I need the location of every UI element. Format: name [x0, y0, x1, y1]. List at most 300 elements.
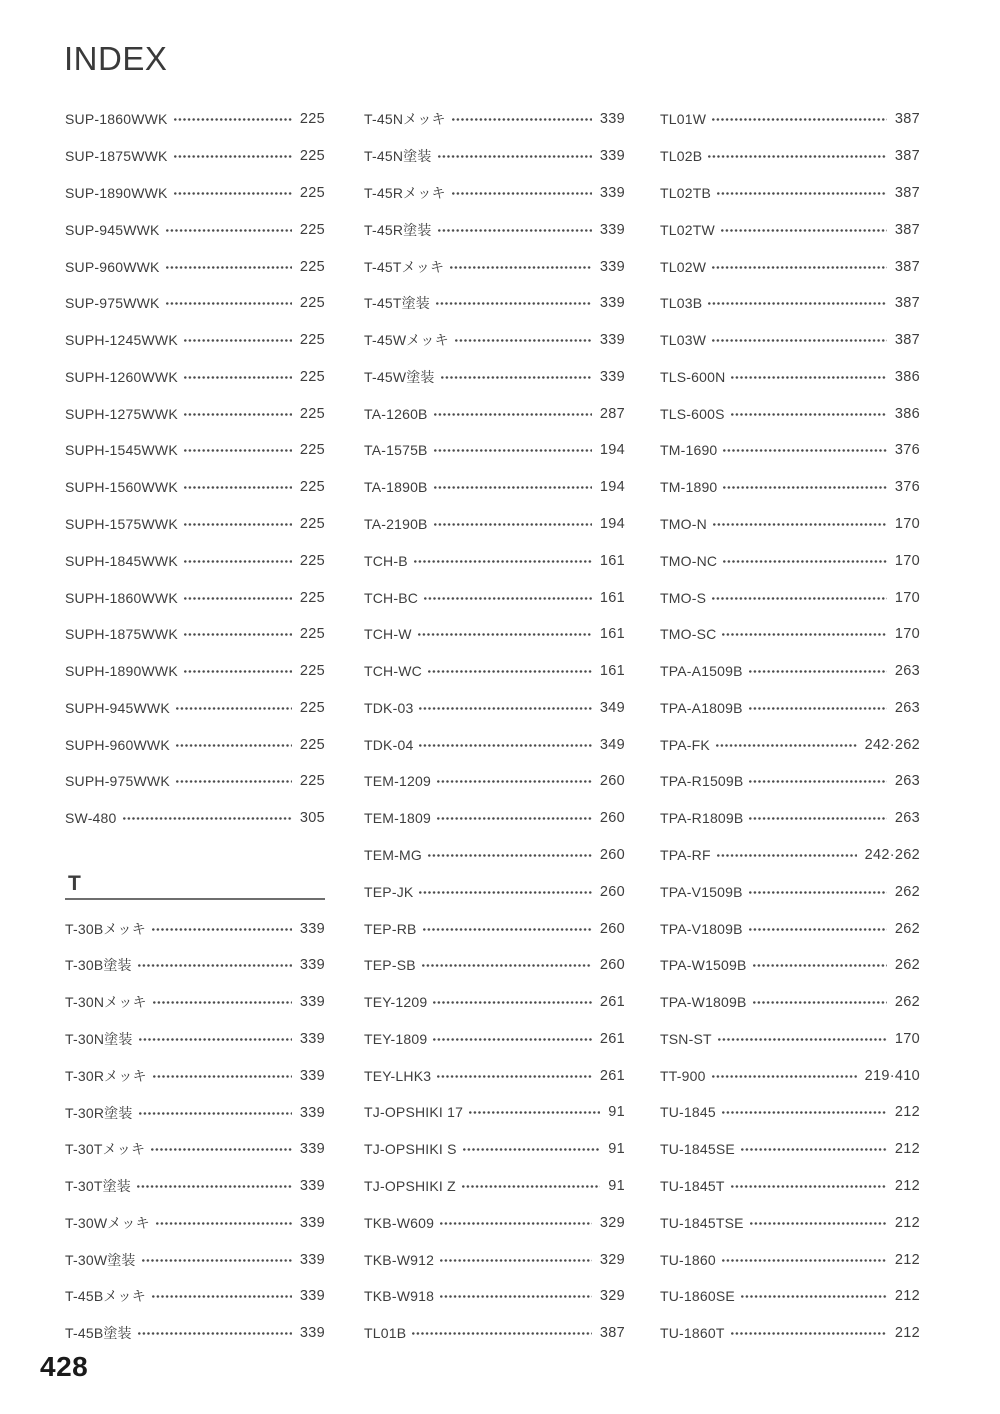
entry-page-number: 339 [299, 1067, 325, 1084]
entry-page-number: 339 [299, 1325, 325, 1342]
entry-page-number: 225 [299, 111, 325, 128]
entry-label: TEY-1809 [364, 1030, 428, 1047]
dotted-leader [123, 812, 292, 825]
entry-label: TKB-W609 [364, 1214, 435, 1231]
entry-page-number: 242·262 [864, 736, 920, 753]
entry-label: TMO-N [660, 515, 707, 532]
dotted-leader [753, 959, 887, 972]
dotted-leader [712, 113, 887, 126]
index-entry [364, 984, 625, 1021]
entry-label: TJ-OPSHIKI S [364, 1141, 457, 1158]
index-entry [65, 1204, 325, 1241]
index-entry [364, 726, 625, 763]
dotted-leader [717, 187, 887, 200]
entry-page-number: 387 [894, 332, 920, 349]
entry-label: SUPH-1875WWK [65, 626, 178, 643]
entry-label: TPA-V1809B [660, 920, 743, 937]
entry-page-number: 386 [894, 368, 920, 385]
entry-page-number: 260 [599, 810, 625, 827]
entry-label: TPA-W1809B [660, 994, 747, 1011]
index-entry [65, 138, 325, 175]
entry-label: TKB-W912 [364, 1251, 435, 1268]
entry-label: SUPH-975WWK [65, 773, 170, 790]
entry-label: TPA-W1509B [660, 957, 747, 974]
entry-label: SUPH-1860WWK [65, 589, 178, 606]
entry-page-number: 387 [894, 111, 920, 128]
entry-page-number: 225 [299, 258, 325, 275]
entry-page-number: 225 [299, 663, 325, 680]
dotted-leader [433, 1033, 592, 1046]
entry-page-number: 161 [599, 626, 625, 643]
entry-page-number: 262 [894, 883, 920, 900]
index-entry [364, 285, 625, 322]
dotted-leader [437, 1070, 592, 1083]
index-entry [65, 726, 325, 763]
dotted-leader [166, 224, 292, 237]
index-entry [364, 101, 625, 138]
entry-page-number: 339 [299, 920, 325, 937]
entry-label: TCH-W [364, 626, 412, 643]
index-entry [65, 285, 325, 322]
entry-page-number: 339 [299, 1214, 325, 1231]
dotted-leader [438, 224, 592, 237]
dotted-leader [176, 739, 292, 752]
dotted-leader [176, 775, 292, 788]
entry-page-number: 260 [599, 883, 625, 900]
dotted-leader [452, 187, 592, 200]
entry-label: T-30W塗装 [65, 1251, 136, 1268]
entry-page-number: 349 [599, 699, 625, 716]
entry-page-number: 225 [299, 626, 325, 643]
index-entry [65, 1168, 325, 1205]
index-entry [65, 101, 325, 138]
dotted-leader [152, 923, 292, 936]
entry-label: TLS-600N [660, 368, 726, 385]
entry-page-number: 225 [299, 221, 325, 238]
entry-page-number: 305 [299, 810, 325, 827]
index-entry [364, 873, 625, 910]
index-entry [65, 322, 325, 359]
index-entry [660, 726, 920, 763]
dotted-leader [174, 187, 292, 200]
entry-label: T-30R塗装 [65, 1104, 133, 1121]
entry-page-number: 262 [894, 920, 920, 937]
dotted-leader [419, 702, 591, 715]
dotted-leader [414, 555, 592, 568]
dotted-leader [731, 1180, 887, 1193]
index-entry [660, 1057, 920, 1094]
dotted-leader [434, 481, 592, 494]
index-entry [65, 616, 325, 653]
entry-page-number: 376 [894, 479, 920, 496]
entry-page-number: 260 [599, 957, 625, 974]
entry-page-number: 387 [599, 1325, 625, 1342]
entry-label: T-45Rメッキ [364, 184, 446, 201]
index-entry [65, 1131, 325, 1168]
index-entry [65, 984, 325, 1021]
entry-label: TMO-S [660, 589, 707, 606]
index-entry [660, 469, 920, 506]
entry-label: T-30Bメッキ [65, 920, 146, 937]
dotted-leader [151, 1143, 292, 1156]
index-entry [364, 690, 625, 727]
entry-label: SUPH-1890WWK [65, 663, 178, 680]
entry-page-number: 387 [894, 184, 920, 201]
dotted-leader [434, 408, 592, 421]
entry-label: SUP-945WWK [65, 221, 160, 238]
entry-label: TPA-V1509B [660, 883, 743, 900]
entry-label: SUPH-945WWK [65, 699, 170, 716]
dotted-leader [423, 923, 592, 936]
index-entry [364, 1094, 625, 1131]
dotted-leader [749, 886, 887, 899]
index-entry [65, 1057, 325, 1094]
dotted-leader [462, 1180, 600, 1193]
dotted-leader [749, 812, 886, 825]
entry-page-number: 212 [894, 1178, 920, 1195]
dotted-leader [749, 923, 887, 936]
index-entry [65, 1278, 325, 1315]
dotted-leader [753, 996, 887, 1009]
entry-label: TL01W [660, 111, 707, 128]
entry-label: TU-1860 [660, 1251, 716, 1268]
dotted-leader [153, 1070, 292, 1083]
entry-label: TPA-R1809B [660, 810, 744, 827]
entry-page-number: 225 [299, 736, 325, 753]
index-entry [65, 1315, 325, 1352]
index-column-2 [364, 101, 625, 1352]
index-entry [364, 322, 625, 359]
index-entry [660, 653, 920, 690]
dotted-leader [718, 1033, 887, 1046]
dotted-leader [723, 481, 886, 494]
index-entry [660, 285, 920, 322]
entry-label: SUPH-1545WWK [65, 442, 178, 459]
entry-label: TCH-BC [364, 589, 419, 606]
entry-page-number: 225 [299, 589, 325, 606]
entry-page-number: 225 [299, 405, 325, 422]
entry-page-number: 170 [894, 626, 920, 643]
index-entry [364, 469, 625, 506]
index-entry [65, 432, 325, 469]
entry-page-number: 387 [894, 221, 920, 238]
index-entry [660, 1204, 920, 1241]
index-entry [364, 1168, 625, 1205]
index-entry [660, 358, 920, 395]
entry-page-number: 225 [299, 773, 325, 790]
entry-page-number: 339 [599, 111, 625, 128]
entry-label: TEM-1809 [364, 810, 431, 827]
dotted-leader [142, 1254, 292, 1267]
dotted-leader [731, 371, 886, 384]
index-entry [65, 469, 325, 506]
entry-page-number: 212 [894, 1104, 920, 1121]
entry-page-number: 329 [599, 1251, 625, 1268]
index-entry [65, 175, 325, 212]
section-underline [65, 898, 325, 900]
dotted-leader [731, 1327, 887, 1340]
dotted-leader [419, 886, 591, 899]
entry-label: TSN-ST [660, 1030, 712, 1047]
section-header [65, 837, 325, 911]
entry-page-number: 161 [599, 589, 625, 606]
entry-page-number: 263 [894, 663, 920, 680]
entry-label: SUPH-1275WWK [65, 405, 178, 422]
entry-label: T-30B塗装 [65, 957, 132, 974]
index-entry [364, 175, 625, 212]
entry-label: TL02W [660, 258, 707, 275]
index-entry [364, 432, 625, 469]
dotted-leader [440, 1217, 592, 1230]
index-entry [364, 1204, 625, 1241]
dotted-leader [428, 665, 592, 678]
entry-page-number: 386 [894, 405, 920, 422]
dotted-leader [184, 371, 292, 384]
entry-page-number: 91 [608, 1141, 625, 1158]
entry-page-number: 263 [894, 773, 920, 790]
index-entry [660, 138, 920, 175]
index-entry [65, 690, 325, 727]
entry-label: TDK-03 [364, 699, 414, 716]
dotted-leader [419, 739, 591, 752]
dotted-leader [741, 1290, 887, 1303]
entry-label: TLS-600S [660, 405, 725, 422]
index-entry [660, 432, 920, 469]
dotted-leader [749, 665, 887, 678]
entry-label: T-45R塗装 [364, 221, 432, 238]
index-entry [364, 579, 625, 616]
entry-page-number: 339 [599, 332, 625, 349]
index-entry [65, 579, 325, 616]
entry-page-number: 225 [299, 442, 325, 459]
entry-label: SUP-1890WWK [65, 184, 168, 201]
index-entry [660, 542, 920, 579]
entry-page-number: 261 [599, 994, 625, 1011]
entry-label: T-30T塗装 [65, 1178, 131, 1195]
entry-label: TEP-JK [364, 883, 414, 900]
entry-page-number: 387 [894, 295, 920, 312]
entry-label: T-30Tメッキ [65, 1141, 146, 1158]
dotted-leader [437, 775, 592, 788]
entry-page-number: 225 [299, 699, 325, 716]
dotted-leader [174, 150, 292, 163]
dotted-leader [166, 297, 292, 310]
dotted-leader [438, 150, 592, 163]
dotted-leader [712, 592, 887, 605]
entry-label: TL01B [364, 1325, 407, 1342]
index-entry [65, 542, 325, 579]
dotted-leader [722, 628, 886, 641]
dotted-leader [184, 628, 292, 641]
dotted-leader [137, 1180, 292, 1193]
index-entry [660, 175, 920, 212]
index-entry [364, 1057, 625, 1094]
entry-label: TMO-NC [660, 552, 718, 569]
entry-label: TEP-SB [364, 957, 416, 974]
entry-page-number: 339 [299, 957, 325, 974]
dotted-leader [174, 113, 292, 126]
dotted-leader [717, 849, 857, 862]
dotted-leader [723, 444, 886, 457]
entry-page-number: 170 [894, 552, 920, 569]
entry-label: SUPH-960WWK [65, 736, 170, 753]
entry-page-number: 225 [299, 479, 325, 496]
index-entry [65, 1021, 325, 1058]
dotted-leader [440, 1254, 592, 1267]
dotted-leader [418, 628, 592, 641]
index-entry [65, 763, 325, 800]
entry-label: T-45N塗装 [364, 148, 432, 165]
entry-label: TM-1690 [660, 442, 718, 459]
dotted-leader [452, 113, 592, 126]
entry-label: T-45Wメッキ [364, 332, 449, 349]
entry-label: T-45W塗装 [364, 368, 435, 385]
entry-label: TL03W [660, 332, 707, 349]
dotted-leader [139, 1107, 292, 1120]
dotted-leader [708, 297, 887, 310]
entry-label: T-45Tメッキ [364, 258, 445, 275]
index-entry [660, 101, 920, 138]
entry-page-number: 170 [894, 589, 920, 606]
entry-label: T-45T塗装 [364, 295, 430, 312]
index-entry [364, 211, 625, 248]
entry-page-number: 194 [599, 479, 625, 496]
dotted-leader [441, 371, 592, 384]
entry-label: TL02B [660, 148, 703, 165]
entry-label: T-30N塗装 [65, 1030, 133, 1047]
dotted-leader [440, 1290, 592, 1303]
index-entry [660, 800, 920, 837]
entry-page-number: 91 [608, 1104, 625, 1121]
dotted-leader [139, 1033, 292, 1046]
dotted-leader [741, 1143, 887, 1156]
entry-page-number: 339 [599, 295, 625, 312]
entry-label: TJ-OPSHIKI 17 [364, 1104, 464, 1121]
entry-label: TKB-W918 [364, 1288, 435, 1305]
index-entry [660, 1278, 920, 1315]
page-number: 428 [40, 1351, 89, 1382]
entry-page-number: 225 [299, 368, 325, 385]
entry-label: TCH-B [364, 552, 408, 569]
entry-page-number: 225 [299, 295, 325, 312]
dotted-leader [722, 1254, 887, 1267]
dotted-leader [712, 334, 887, 347]
index-entry [65, 653, 325, 690]
index-entry [660, 211, 920, 248]
entry-page-number: 339 [599, 184, 625, 201]
index-entry [660, 322, 920, 359]
index-entry [65, 910, 325, 947]
entry-label: TT-900 [660, 1067, 706, 1084]
index-entry [65, 506, 325, 543]
entry-label: TDK-04 [364, 736, 414, 753]
entry-page-number: 242·262 [864, 847, 920, 864]
entry-page-number: 260 [599, 847, 625, 864]
index-entry [660, 1241, 920, 1278]
dotted-leader [176, 702, 292, 715]
dotted-leader [156, 1217, 292, 1230]
index-entry [65, 947, 325, 984]
entry-label: TU-1845T [660, 1178, 725, 1195]
dotted-leader [433, 996, 592, 1009]
entry-page-number: 91 [608, 1178, 625, 1195]
entry-label: T-45B塗装 [65, 1325, 132, 1342]
index-entry [660, 1168, 920, 1205]
dotted-leader [708, 150, 887, 163]
entry-page-number: 212 [894, 1251, 920, 1268]
dotted-leader [723, 555, 887, 568]
dotted-leader [469, 1106, 600, 1119]
dotted-leader [749, 702, 887, 715]
dotted-leader [731, 408, 887, 421]
dotted-leader [455, 334, 592, 347]
entry-page-number: 194 [599, 515, 625, 532]
dotted-leader [184, 518, 292, 531]
index-column-1 [65, 101, 325, 1352]
dotted-leader [463, 1143, 601, 1156]
index-entry [660, 984, 920, 1021]
entry-label: SUP-1860WWK [65, 111, 168, 128]
entry-label: T-30Nメッキ [65, 994, 147, 1011]
entry-page-number: 339 [599, 221, 625, 238]
index-entry [660, 873, 920, 910]
entry-label: TA-1890B [364, 479, 428, 496]
entry-label: TMO-SC [660, 626, 717, 643]
dotted-leader [434, 444, 592, 457]
index-entry [364, 248, 625, 285]
dotted-leader [749, 775, 886, 788]
dotted-leader [184, 665, 292, 678]
index-entry [364, 800, 625, 837]
index-entry [660, 1315, 920, 1352]
entry-page-number: 260 [599, 920, 625, 937]
index-entry [65, 248, 325, 285]
entry-page-number: 387 [894, 258, 920, 275]
entry-label: TEY-1209 [364, 994, 428, 1011]
dotted-leader [422, 959, 592, 972]
dotted-leader [166, 261, 292, 274]
dotted-leader [436, 297, 592, 310]
entry-page-number: 261 [599, 1030, 625, 1047]
index-entry [364, 910, 625, 947]
entry-label: TU-1860T [660, 1325, 725, 1342]
index-column-3 [660, 101, 920, 1352]
index-entry [364, 1278, 625, 1315]
index-entry [364, 506, 625, 543]
entry-page-number: 287 [599, 405, 625, 422]
index-entry [660, 616, 920, 653]
entry-page-number: 339 [299, 1251, 325, 1268]
entry-page-number: 263 [894, 699, 920, 716]
entry-label: TPA-RF [660, 847, 711, 864]
entry-page-number: 225 [299, 148, 325, 165]
entry-page-number: 261 [599, 1067, 625, 1084]
dotted-leader [184, 481, 292, 494]
dotted-leader [152, 1290, 292, 1303]
entry-label: TEP-RB [364, 920, 417, 937]
index-entry [364, 1241, 625, 1278]
entry-label: TEM-1209 [364, 773, 431, 790]
dotted-leader [750, 1217, 887, 1230]
entry-label: SUP-1875WWK [65, 148, 168, 165]
index-entry [660, 947, 920, 984]
dotted-leader [424, 592, 592, 605]
entry-page-number: 339 [299, 1104, 325, 1121]
entry-page-number: 262 [894, 957, 920, 974]
entry-label: SUPH-1245WWK [65, 332, 178, 349]
entry-label: TA-2190B [364, 515, 428, 532]
index-entry [660, 248, 920, 285]
